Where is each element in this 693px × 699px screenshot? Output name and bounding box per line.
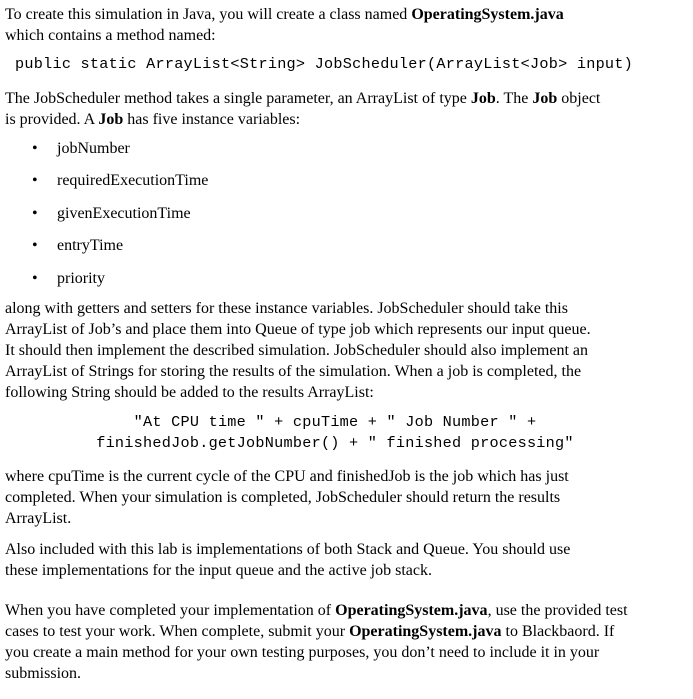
bullet-icon: • [32, 172, 38, 190]
final-text-d: cases to test your work. When complete, submit your [5, 623, 350, 640]
stack-queue-paragraph [5, 539, 570, 581]
final-line-3: you create a main method for your own testing purposes, you don’t need to include it in your [5, 644, 600, 661]
param-text-h: has five instance variables: [123, 111, 301, 128]
list-item-label: givenExecutionTime [57, 204, 191, 222]
method-signature: public static ArrayList<String> JobScheduler(ArrayList<Job> input) [15, 55, 634, 73]
list-item-label: entryTime [57, 237, 124, 255]
param-text-f: is provided. A [5, 111, 99, 128]
cpu-time-paragraph [5, 466, 569, 529]
final-line-1 [5, 600, 628, 621]
getters-line: ArrayList of Strings for storing the results of the simulation. When a job is completed, the [5, 363, 582, 380]
cpu-line: ArrayList. [5, 510, 72, 527]
list-item [5, 235, 605, 267]
job-bold-3: Job [98, 111, 124, 128]
list-item-label: priority [57, 269, 105, 287]
job-bold-2: Job [532, 90, 558, 107]
stack-line: these implementations for the input queue and the active job stack. [5, 562, 432, 579]
final-text-f: to Blackbaord. If [501, 623, 615, 640]
getters-line: It should then implement the described simulation. JobScheduler should also implement an [5, 342, 589, 359]
bullet-icon: • [32, 204, 38, 222]
result-string-code [5, 412, 665, 454]
parameter-paragraph [5, 88, 600, 130]
list-item [5, 138, 605, 170]
param-text-c: . The [495, 90, 533, 107]
bullet-icon: • [32, 140, 38, 157]
job-bold-1: Job [470, 90, 496, 107]
intro-line-2: which contains a method named: [5, 27, 216, 44]
instance-variable-list [5, 138, 605, 300]
cpu-line: completed. When your simulation is completed, JobScheduler should return the results [5, 489, 561, 506]
class-name-bold: OperatingSystem.java [411, 6, 564, 23]
cpu-line: where cpuTime is the current cycle of the CPU and finishedJob is the job which has just [5, 468, 569, 485]
code-line: "At CPU time " + cpuTime + " Job Number " + [133, 413, 537, 431]
param-text-e: object [557, 90, 601, 107]
getters-paragraph [5, 298, 591, 403]
list-item [5, 268, 605, 300]
param-line-2 [5, 109, 600, 130]
intro-text: To create this simulation in Java, you will create a class named [5, 6, 412, 23]
list-item-label: jobNumber [57, 140, 130, 157]
getters-line: ArrayList of Job’s and place them into Queue of type job which represents our input queue. [5, 321, 591, 338]
final-text-c: , use the provided test [487, 602, 628, 619]
class-name-bold: OperatingSystem.java [349, 623, 502, 640]
intro-line-1 [5, 4, 564, 25]
bullet-icon: • [32, 269, 38, 287]
submission-paragraph [5, 600, 628, 684]
code-line: finishedJob.getJobNumber() + " finished processing" [96, 434, 574, 452]
final-text-a: When you have completed your implementation of [5, 602, 336, 619]
class-name-bold: OperatingSystem.java [335, 602, 488, 619]
stack-line: Also included with this lab is implementations of both Stack and Queue. You should use [5, 541, 571, 558]
list-item [5, 203, 605, 235]
intro-paragraph [5, 4, 564, 46]
list-item [5, 170, 605, 202]
list-item-label: requiredExecutionTime [57, 172, 209, 190]
getters-line: along with getters and setters for these instance variables. JobScheduler should take this [5, 300, 568, 317]
param-line-1 [5, 88, 600, 109]
final-line-2 [5, 621, 628, 642]
param-text-a: The JobScheduler method takes a single parameter, an ArrayList of type [5, 90, 471, 107]
getters-line: following String should be added to the results ArrayList: [5, 384, 374, 401]
bullet-icon: • [32, 237, 38, 255]
final-line-4: submission. [5, 665, 82, 682]
